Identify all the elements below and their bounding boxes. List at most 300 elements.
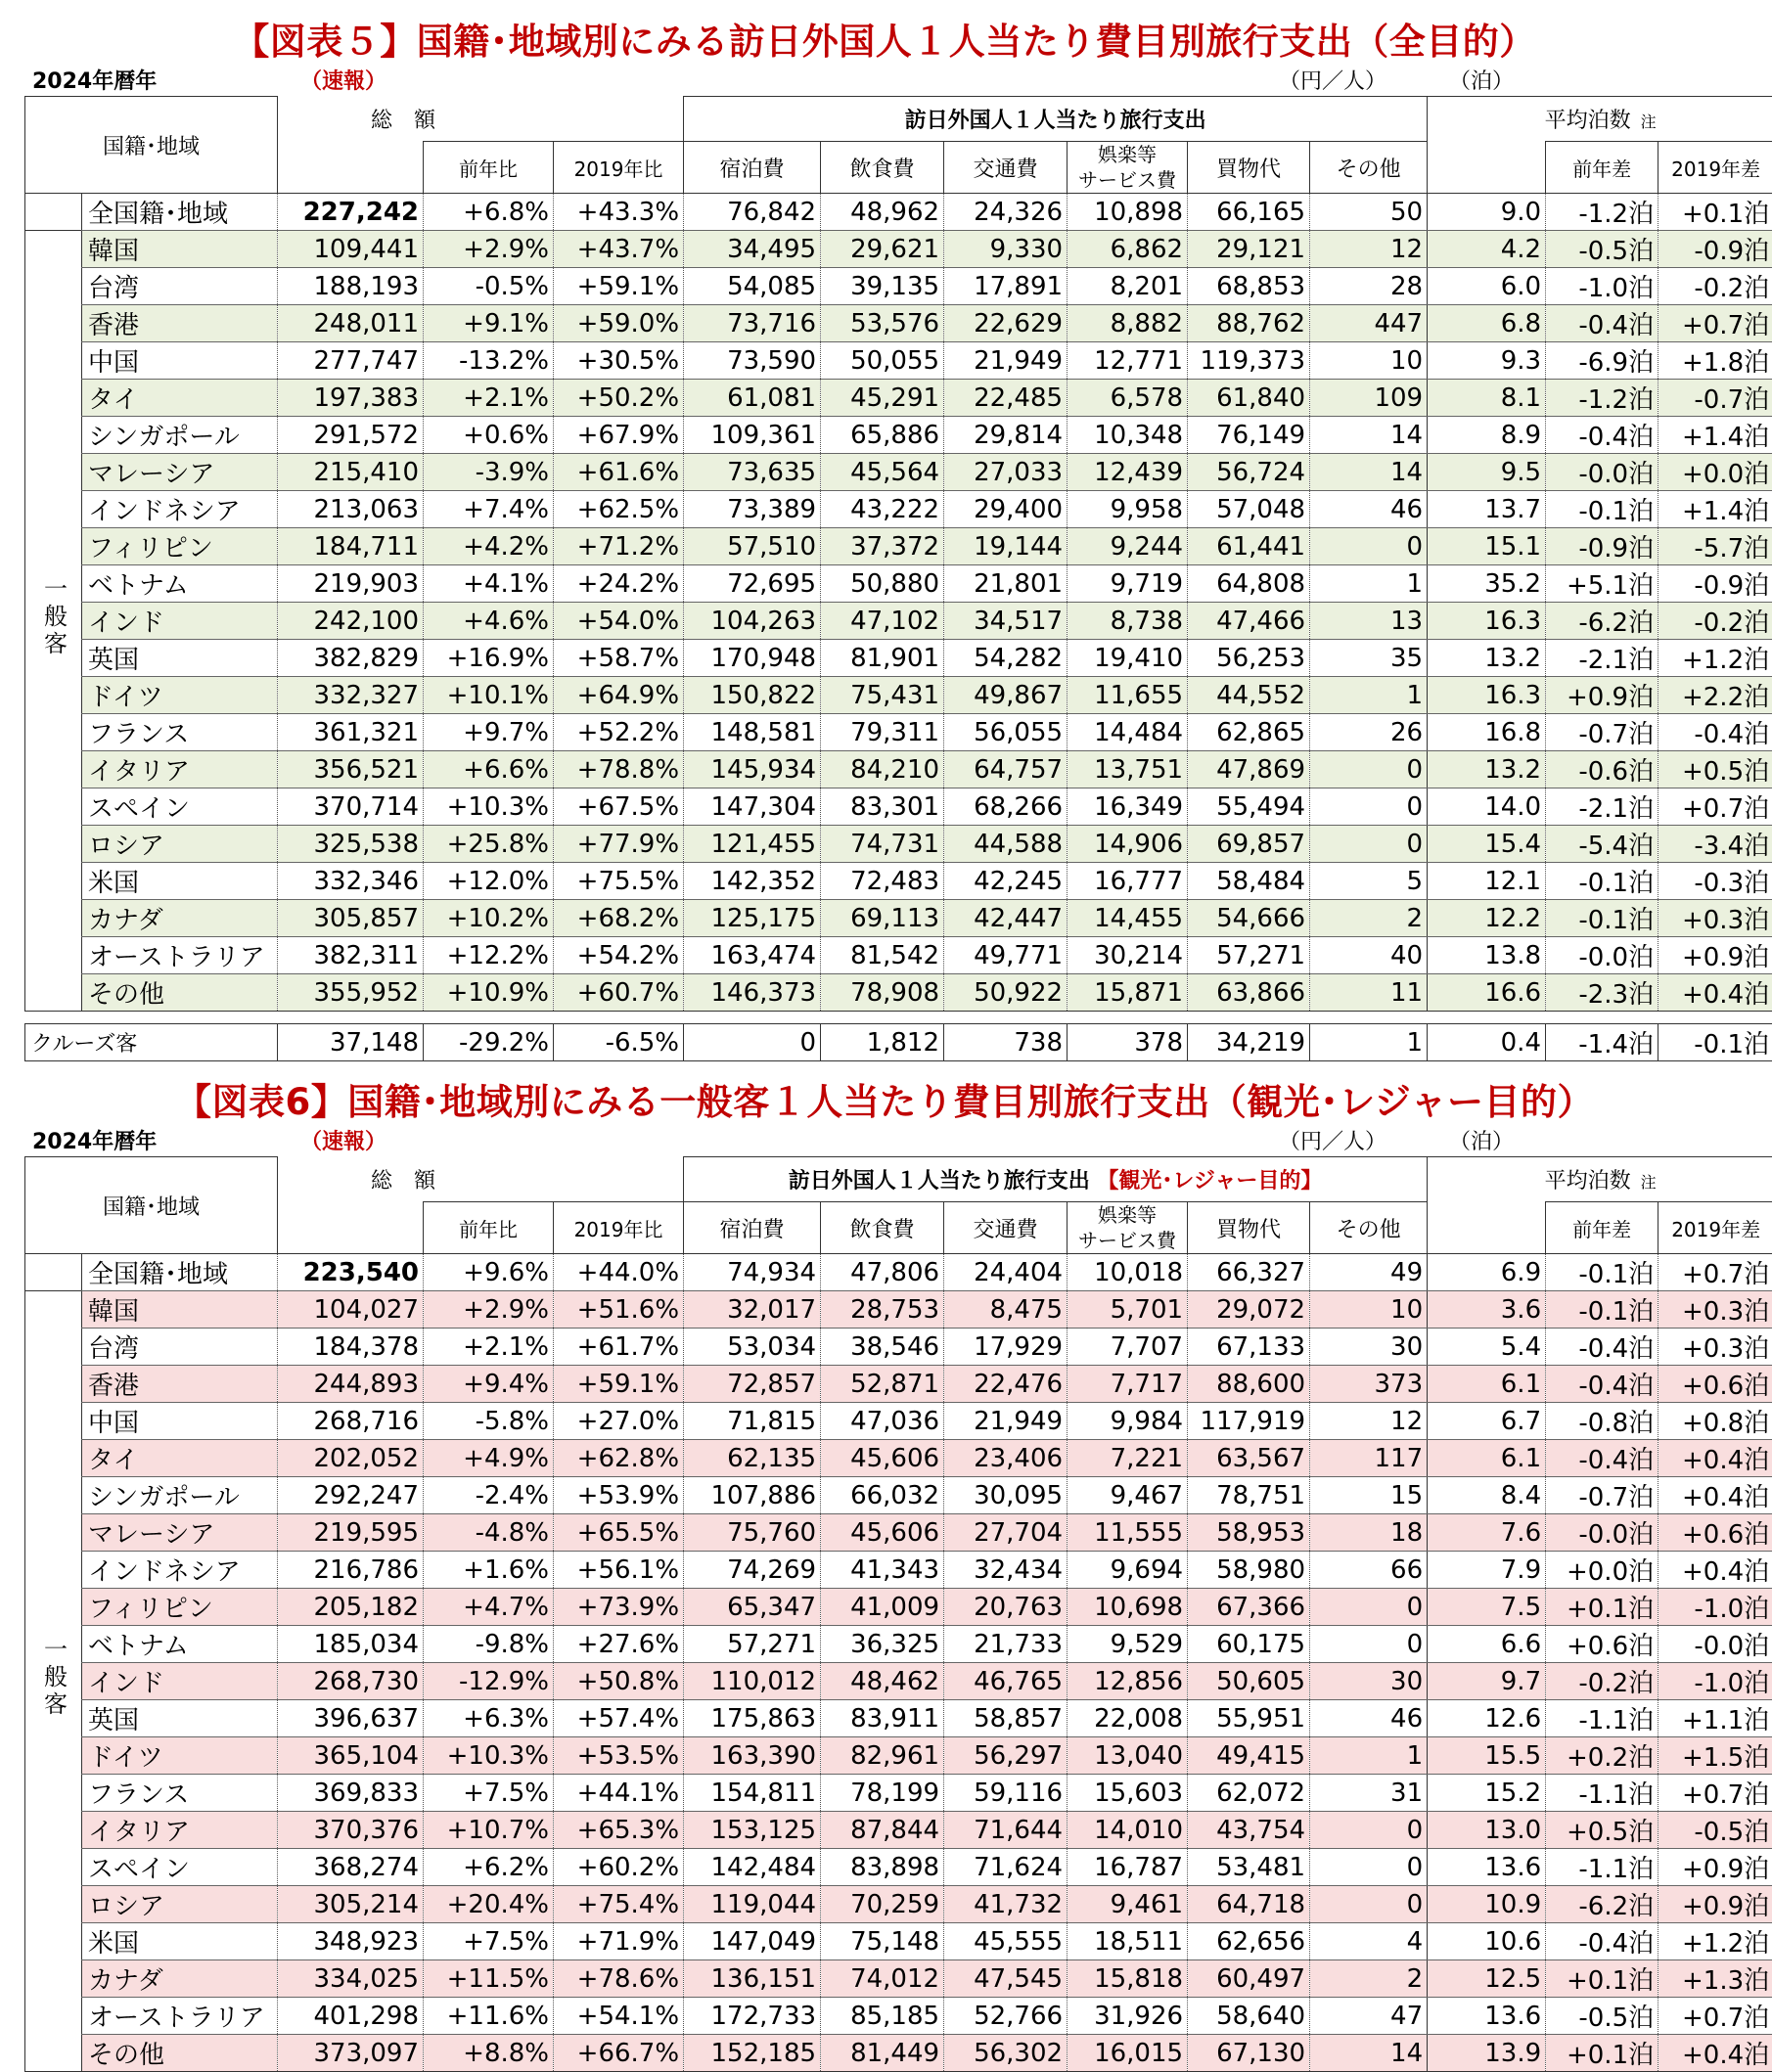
cell-5: 84,210	[821, 751, 944, 788]
cell-3: +60.7%	[554, 974, 684, 1012]
cell-0: フィリピン	[82, 1589, 278, 1626]
table5-title: 【図表５】国籍･地域別にみる訪日外国人１人当たり費目別旅行支出（全目的）	[24, 18, 1745, 67]
cell-12: +0.7泊	[1658, 1775, 1772, 1812]
transport-header: 交通費	[944, 1202, 1068, 1254]
cell-11: -0.1泊	[1546, 1291, 1658, 1329]
cell-0: イタリア	[82, 751, 278, 788]
cell-9: 30	[1310, 1663, 1428, 1700]
cell-5: 45,291	[821, 380, 944, 417]
cell-7: 7,221	[1068, 1440, 1188, 1477]
cell-4: 34,495	[684, 231, 821, 268]
cell-5: 78,908	[821, 974, 944, 1012]
cruise-cell-10: 0.4	[1428, 1024, 1546, 1061]
cell-6: 46,765	[944, 1663, 1068, 1700]
avg-nights-label: 平均泊数	[1545, 109, 1631, 133]
cell-9: 14	[1310, 2035, 1428, 2072]
table-row	[25, 863, 1772, 900]
cell-12: +0.4泊	[1658, 974, 1772, 1012]
cell-7: 8,882	[1068, 305, 1188, 342]
cell-10: 12.1	[1428, 863, 1546, 900]
cell-6: 24,326	[944, 194, 1068, 231]
cell-7: 6,578	[1068, 380, 1188, 417]
table-row	[25, 565, 1772, 603]
cell-11: -0.4泊	[1546, 1440, 1658, 1477]
cell-10: 13.0	[1428, 1812, 1546, 1849]
cell-6: 8,475	[944, 1291, 1068, 1329]
cell-5: 48,962	[821, 194, 944, 231]
cell-2: +25.8%	[424, 826, 554, 863]
table-row	[25, 1329, 1772, 1366]
cell-12: -3.4泊	[1658, 826, 1772, 863]
cell-2: +9.4%	[424, 1366, 554, 1403]
cell-4: 170,948	[684, 640, 821, 677]
table-row	[25, 380, 1772, 417]
diff-prev-header: 前年差	[1546, 142, 1658, 194]
cell-9: 30	[1310, 1329, 1428, 1366]
cell-10: 10.6	[1428, 1923, 1546, 1960]
cell-10: 35.2	[1428, 565, 1546, 603]
cell-1: 361,321	[278, 714, 424, 751]
cell-10: 12.2	[1428, 900, 1546, 937]
cell-5: 72,483	[821, 863, 944, 900]
avg-nights-header	[1428, 1157, 1772, 1202]
nights-unit-label: （泊）	[1449, 68, 1514, 96]
header-row-2	[25, 142, 1772, 194]
cruise-row	[25, 1024, 1772, 1061]
cell-11: -6.9泊	[1546, 342, 1658, 380]
preliminary-label: （速報）	[300, 1129, 386, 1156]
spend-header	[684, 1157, 1428, 1202]
cell-0: シンガポール	[82, 417, 278, 454]
cell-1: 292,247	[278, 1477, 424, 1514]
cell-12: +0.4泊	[1658, 2035, 1772, 2072]
cell-6: 17,929	[944, 1329, 1068, 1366]
table5	[24, 96, 1772, 1012]
cell-11: -0.1泊	[1546, 863, 1658, 900]
cell-2: +7.4%	[424, 491, 554, 528]
table6-body	[25, 1254, 1772, 2072]
cell-2: +10.9%	[424, 974, 554, 1012]
cell-12: +0.9泊	[1658, 937, 1772, 974]
cell-7: 15,603	[1068, 1775, 1188, 1812]
cell-1: 184,378	[278, 1329, 424, 1366]
year-label: 2024年暦年	[32, 1129, 157, 1156]
cell-2: -5.8%	[424, 1403, 554, 1440]
cell-0: スペイン	[82, 788, 278, 826]
cell-1: 332,346	[278, 863, 424, 900]
table-row	[25, 491, 1772, 528]
cell-10: 5.4	[1428, 1329, 1546, 1366]
cell-5: 65,886	[821, 417, 944, 454]
header-row-2	[25, 1202, 1772, 1254]
cell-3: +30.5%	[554, 342, 684, 380]
cell-3: +27.0%	[554, 1403, 684, 1440]
cell-2: +2.1%	[424, 380, 554, 417]
cell-3: +60.2%	[554, 1849, 684, 1886]
diff-2019-header: 2019年差	[1658, 142, 1772, 194]
cell-9: 18	[1310, 1514, 1428, 1552]
cell-12: +0.6泊	[1658, 1514, 1772, 1552]
cell-1: 268,716	[278, 1403, 424, 1440]
cell-10: 13.8	[1428, 937, 1546, 974]
cell-7: 13,751	[1068, 751, 1188, 788]
cell-11: -0.9泊	[1546, 528, 1658, 565]
cell-2: +12.2%	[424, 937, 554, 974]
cell-11: -1.1泊	[1546, 1849, 1658, 1886]
cell-1: 365,104	[278, 1737, 424, 1775]
cell-5: 69,113	[821, 900, 944, 937]
cell-4: 145,934	[684, 751, 821, 788]
cell-11: -0.1泊	[1546, 900, 1658, 937]
cell-11: -0.4泊	[1546, 1329, 1658, 1366]
table6-section	[24, 1078, 1745, 2072]
cell-12: +0.1泊	[1658, 194, 1772, 231]
cell-12: +0.9泊	[1658, 1849, 1772, 1886]
table-row	[25, 1812, 1772, 1849]
cell-2: +6.6%	[424, 751, 554, 788]
other-header: その他	[1310, 1202, 1428, 1254]
cell-9: 1	[1310, 677, 1428, 714]
cell-4: 65,347	[684, 1589, 821, 1626]
cell-12: +1.1泊	[1658, 1700, 1772, 1737]
cell-12: +0.5泊	[1658, 751, 1772, 788]
table-row	[25, 1886, 1772, 1923]
cell-12: +0.8泊	[1658, 1403, 1772, 1440]
cell-1: 248,011	[278, 305, 424, 342]
cell-8: 57,271	[1188, 937, 1310, 974]
cell-4: 73,635	[684, 454, 821, 491]
cell-1: 242,100	[278, 603, 424, 640]
cell-3: +71.9%	[554, 1923, 684, 1960]
cell-0: インドネシア	[82, 1552, 278, 1589]
cell-10: 9.7	[1428, 1663, 1546, 1700]
cell-5: 48,462	[821, 1663, 944, 1700]
cell-6: 42,245	[944, 863, 1068, 900]
cell-9: 46	[1310, 1700, 1428, 1737]
cell-12: -1.0泊	[1658, 1663, 1772, 1700]
cell-6: 19,144	[944, 528, 1068, 565]
cell-7: 16,015	[1068, 2035, 1188, 2072]
cell-8: 119,373	[1188, 342, 1310, 380]
cell-12: -0.7泊	[1658, 380, 1772, 417]
cell-6: 50,922	[944, 974, 1068, 1012]
cell-9: 2	[1310, 1960, 1428, 1998]
cell-2: +20.4%	[424, 1886, 554, 1923]
cell-5: 52,871	[821, 1366, 944, 1403]
cell-11: +0.1泊	[1546, 1589, 1658, 1626]
entertainment-header	[1068, 142, 1188, 194]
cell-11: -0.7泊	[1546, 714, 1658, 751]
cell-0: 香港	[82, 1366, 278, 1403]
cell-3: +64.9%	[554, 677, 684, 714]
cell-3: +53.5%	[554, 1737, 684, 1775]
cell-0: ドイツ	[82, 1737, 278, 1775]
cell-6: 27,704	[944, 1514, 1068, 1552]
cell-2: +7.5%	[424, 1923, 554, 1960]
cell-7: 6,862	[1068, 231, 1188, 268]
cell-9: 2	[1310, 900, 1428, 937]
cell-3: +43.7%	[554, 231, 684, 268]
cell-12: -0.4泊	[1658, 714, 1772, 751]
cell-5: 75,148	[821, 1923, 944, 1960]
cell-8: 88,762	[1188, 305, 1310, 342]
total-row	[25, 194, 1772, 231]
cell-10: 6.7	[1428, 1403, 1546, 1440]
cell-10: 12.5	[1428, 1960, 1546, 1998]
preliminary-label: （速報）	[300, 68, 386, 96]
cell-3: +61.6%	[554, 454, 684, 491]
cell-9: 1	[1310, 1737, 1428, 1775]
cell-2: -12.9%	[424, 1663, 554, 1700]
cell-7: 9,694	[1068, 1552, 1188, 1589]
cell-3: +54.1%	[554, 1998, 684, 2035]
cell-11: -0.1泊	[1546, 491, 1658, 528]
cell-1: 356,521	[278, 751, 424, 788]
cell-0: フランス	[82, 1775, 278, 1812]
cruise-cell-8: 34,219	[1188, 1024, 1310, 1061]
cell-11: -0.6泊	[1546, 751, 1658, 788]
cruise-cell-5: 1,812	[821, 1024, 944, 1061]
cell-9: 47	[1310, 1998, 1428, 2035]
cell-4: 110,012	[684, 1663, 821, 1700]
cell-5: 87,844	[821, 1812, 944, 1849]
cell-11: -0.0泊	[1546, 454, 1658, 491]
cell-6: 41,732	[944, 1886, 1068, 1923]
cell-8: 62,865	[1188, 714, 1310, 751]
table-row	[25, 714, 1772, 751]
cell-12: +0.4泊	[1658, 1552, 1772, 1589]
table-row	[25, 1923, 1772, 1960]
cell-8: 67,130	[1188, 2035, 1310, 2072]
cell-3: +51.6%	[554, 1291, 684, 1329]
cell-3: +62.5%	[554, 491, 684, 528]
country-header: 国籍･地域	[25, 1157, 278, 1254]
yoy-header: 前年比	[424, 142, 554, 194]
cell-7: 14,455	[1068, 900, 1188, 937]
cell-2: +16.9%	[424, 640, 554, 677]
cell-4: 72,857	[684, 1366, 821, 1403]
group-label-cell	[25, 231, 82, 1012]
cell-11: -5.4泊	[1546, 826, 1658, 863]
cell-10: 15.1	[1428, 528, 1546, 565]
cell-6: 22,476	[944, 1366, 1068, 1403]
cell-11: -6.2泊	[1546, 603, 1658, 640]
cell-3: +44.1%	[554, 1775, 684, 1812]
cell-5: 41,009	[821, 1589, 944, 1626]
cell-11: +0.5泊	[1546, 1812, 1658, 1849]
cell-0: 台湾	[82, 1329, 278, 1366]
cell-12: +1.5泊	[1658, 1737, 1772, 1775]
cell-4: 73,716	[684, 305, 821, 342]
cell-7: 15,871	[1068, 974, 1188, 1012]
entertainment-header	[1068, 1202, 1188, 1254]
cell-10: 13.2	[1428, 640, 1546, 677]
cell-0: タイ	[82, 1440, 278, 1477]
cell-11: -1.0泊	[1546, 268, 1658, 305]
cell-2: -3.9%	[424, 454, 554, 491]
cell-8: 66,327	[1188, 1254, 1310, 1291]
table5-section	[24, 18, 1745, 1061]
cell-4: 163,390	[684, 1737, 821, 1775]
header-row-1	[25, 1157, 1772, 1202]
cell-5: 45,564	[821, 454, 944, 491]
cell-0: フィリピン	[82, 528, 278, 565]
table-row	[25, 1737, 1772, 1775]
cell-6: 49,867	[944, 677, 1068, 714]
cell-12: +0.6泊	[1658, 1366, 1772, 1403]
cell-5: 74,731	[821, 826, 944, 863]
total-header: 総 額	[278, 1157, 684, 1202]
cell-0: フランス	[82, 714, 278, 751]
cell-7: 9,529	[1068, 1626, 1188, 1663]
cell-9: 49	[1310, 1254, 1428, 1291]
cell-8: 67,366	[1188, 1589, 1310, 1626]
cell-4: 75,760	[684, 1514, 821, 1552]
table6-subline	[24, 1129, 1745, 1156]
cell-10: 14.0	[1428, 788, 1546, 826]
cell-0: ベトナム	[82, 565, 278, 603]
cell-3: +50.8%	[554, 1663, 684, 1700]
cell-0: 韓国	[82, 231, 278, 268]
cell-7: 16,777	[1068, 863, 1188, 900]
cell-12: +0.3泊	[1658, 1329, 1772, 1366]
cell-6: 68,266	[944, 788, 1068, 826]
cell-4: 153,125	[684, 1812, 821, 1849]
cell-3: +71.2%	[554, 528, 684, 565]
cell-10: 10.9	[1428, 1886, 1546, 1923]
cell-5: 74,012	[821, 1960, 944, 1998]
cell-9: 46	[1310, 491, 1428, 528]
cell-1: 305,214	[278, 1886, 424, 1923]
cell-1: 213,063	[278, 491, 424, 528]
entertainment-label-2: サービス費	[1071, 167, 1183, 193]
cell-7: 16,349	[1068, 788, 1188, 826]
table-row	[25, 1552, 1772, 1589]
cell-12: +0.7泊	[1658, 1998, 1772, 2035]
cell-3: +58.7%	[554, 640, 684, 677]
cruise-cell-4: 0	[684, 1024, 821, 1061]
cell-9: 0	[1310, 826, 1428, 863]
cell-7: 12,856	[1068, 1663, 1188, 1700]
cell-12: +0.4泊	[1658, 1477, 1772, 1514]
cell-8: 66,165	[1188, 194, 1310, 231]
cell-2: +4.9%	[424, 1440, 554, 1477]
cruise-cell-11: -1.4泊	[1546, 1024, 1658, 1061]
cell-11: -0.0泊	[1546, 1514, 1658, 1552]
cell-2: +4.6%	[424, 603, 554, 640]
cell-6: 47,545	[944, 1960, 1068, 1998]
cell-5: 47,036	[821, 1403, 944, 1440]
cruise-cell-1: 37,148	[278, 1024, 424, 1061]
cell-7: 16,787	[1068, 1849, 1188, 1886]
cell-2: -13.2%	[424, 342, 554, 380]
cell-7: 14,010	[1068, 1812, 1188, 1849]
cell-8: 76,149	[1188, 417, 1310, 454]
table-row	[25, 1366, 1772, 1403]
cell-5: 47,102	[821, 603, 944, 640]
cell-9: 1	[1310, 565, 1428, 603]
cell-7: 10,348	[1068, 417, 1188, 454]
cell-5: 45,606	[821, 1514, 944, 1552]
cell-3: +78.8%	[554, 751, 684, 788]
cell-3: +67.5%	[554, 788, 684, 826]
cell-4: 71,815	[684, 1403, 821, 1440]
cell-12: -0.0泊	[1658, 1626, 1772, 1663]
cell-5: 41,343	[821, 1552, 944, 1589]
cell-5: 66,032	[821, 1477, 944, 1514]
cell-1: 188,193	[278, 268, 424, 305]
cell-5: 75,431	[821, 677, 944, 714]
cell-6: 49,771	[944, 937, 1068, 974]
cell-9: 40	[1310, 937, 1428, 974]
cell-9: 373	[1310, 1366, 1428, 1403]
cell-5: 79,311	[821, 714, 944, 751]
cell-10: 6.9	[1428, 1254, 1546, 1291]
year-label: 2024年暦年	[32, 68, 157, 96]
cell-12: +0.7泊	[1658, 305, 1772, 342]
cell-10: 8.4	[1428, 1477, 1546, 1514]
table-row	[25, 1403, 1772, 1440]
cell-7: 10,018	[1068, 1254, 1188, 1291]
cell-5: 81,901	[821, 640, 944, 677]
cell-1: 370,376	[278, 1812, 424, 1849]
cell-9: 12	[1310, 1403, 1428, 1440]
cell-7: 9,244	[1068, 528, 1188, 565]
cell-3: +62.8%	[554, 1440, 684, 1477]
cell-1: 332,327	[278, 677, 424, 714]
nights-unit-label: （泊）	[1449, 1129, 1514, 1156]
cell-11: +0.1泊	[1546, 1960, 1658, 1998]
cell-6: 29,400	[944, 491, 1068, 528]
cell-0: マレーシア	[82, 1514, 278, 1552]
table-row	[25, 1477, 1772, 1514]
cell-6: 45,555	[944, 1923, 1068, 1960]
cell-9: 0	[1310, 788, 1428, 826]
cell-3: +78.6%	[554, 1960, 684, 1998]
cell-5: 83,301	[821, 788, 944, 826]
cell-2: +9.6%	[424, 1254, 554, 1291]
cell-8: 47,466	[1188, 603, 1310, 640]
cell-12: +1.2泊	[1658, 1923, 1772, 1960]
cell-10: 6.1	[1428, 1440, 1546, 1477]
cell-4: 72,695	[684, 565, 821, 603]
cell-7: 8,201	[1068, 268, 1188, 305]
cell-11: -1.2泊	[1546, 380, 1658, 417]
yen-unit-label: （円／人）	[1279, 68, 1386, 96]
diff-2019-header: 2019年差	[1658, 1202, 1772, 1254]
cell-9: 0	[1310, 1886, 1428, 1923]
cell-0: ベトナム	[82, 1626, 278, 1663]
cell-3: +53.9%	[554, 1477, 684, 1514]
cell-12: +2.2泊	[1658, 677, 1772, 714]
cell-1: 382,829	[278, 640, 424, 677]
cell-8: 69,857	[1188, 826, 1310, 863]
cell-12: +1.2泊	[1658, 640, 1772, 677]
cell-3: +73.9%	[554, 1589, 684, 1626]
cell-9: 10	[1310, 342, 1428, 380]
cell-2: +10.7%	[424, 1812, 554, 1849]
cell-4: 119,044	[684, 1886, 821, 1923]
cell-3: +57.4%	[554, 1700, 684, 1737]
cell-1: 396,637	[278, 1700, 424, 1737]
cell-6: 56,302	[944, 2035, 1068, 2072]
cell-12: +0.7泊	[1658, 1254, 1772, 1291]
table-row	[25, 2035, 1772, 2072]
cell-11: -0.4泊	[1546, 1923, 1658, 1960]
table-row	[25, 231, 1772, 268]
entertainment-label-1: 娯楽等	[1071, 142, 1183, 167]
cell-11: -1.1泊	[1546, 1775, 1658, 1812]
